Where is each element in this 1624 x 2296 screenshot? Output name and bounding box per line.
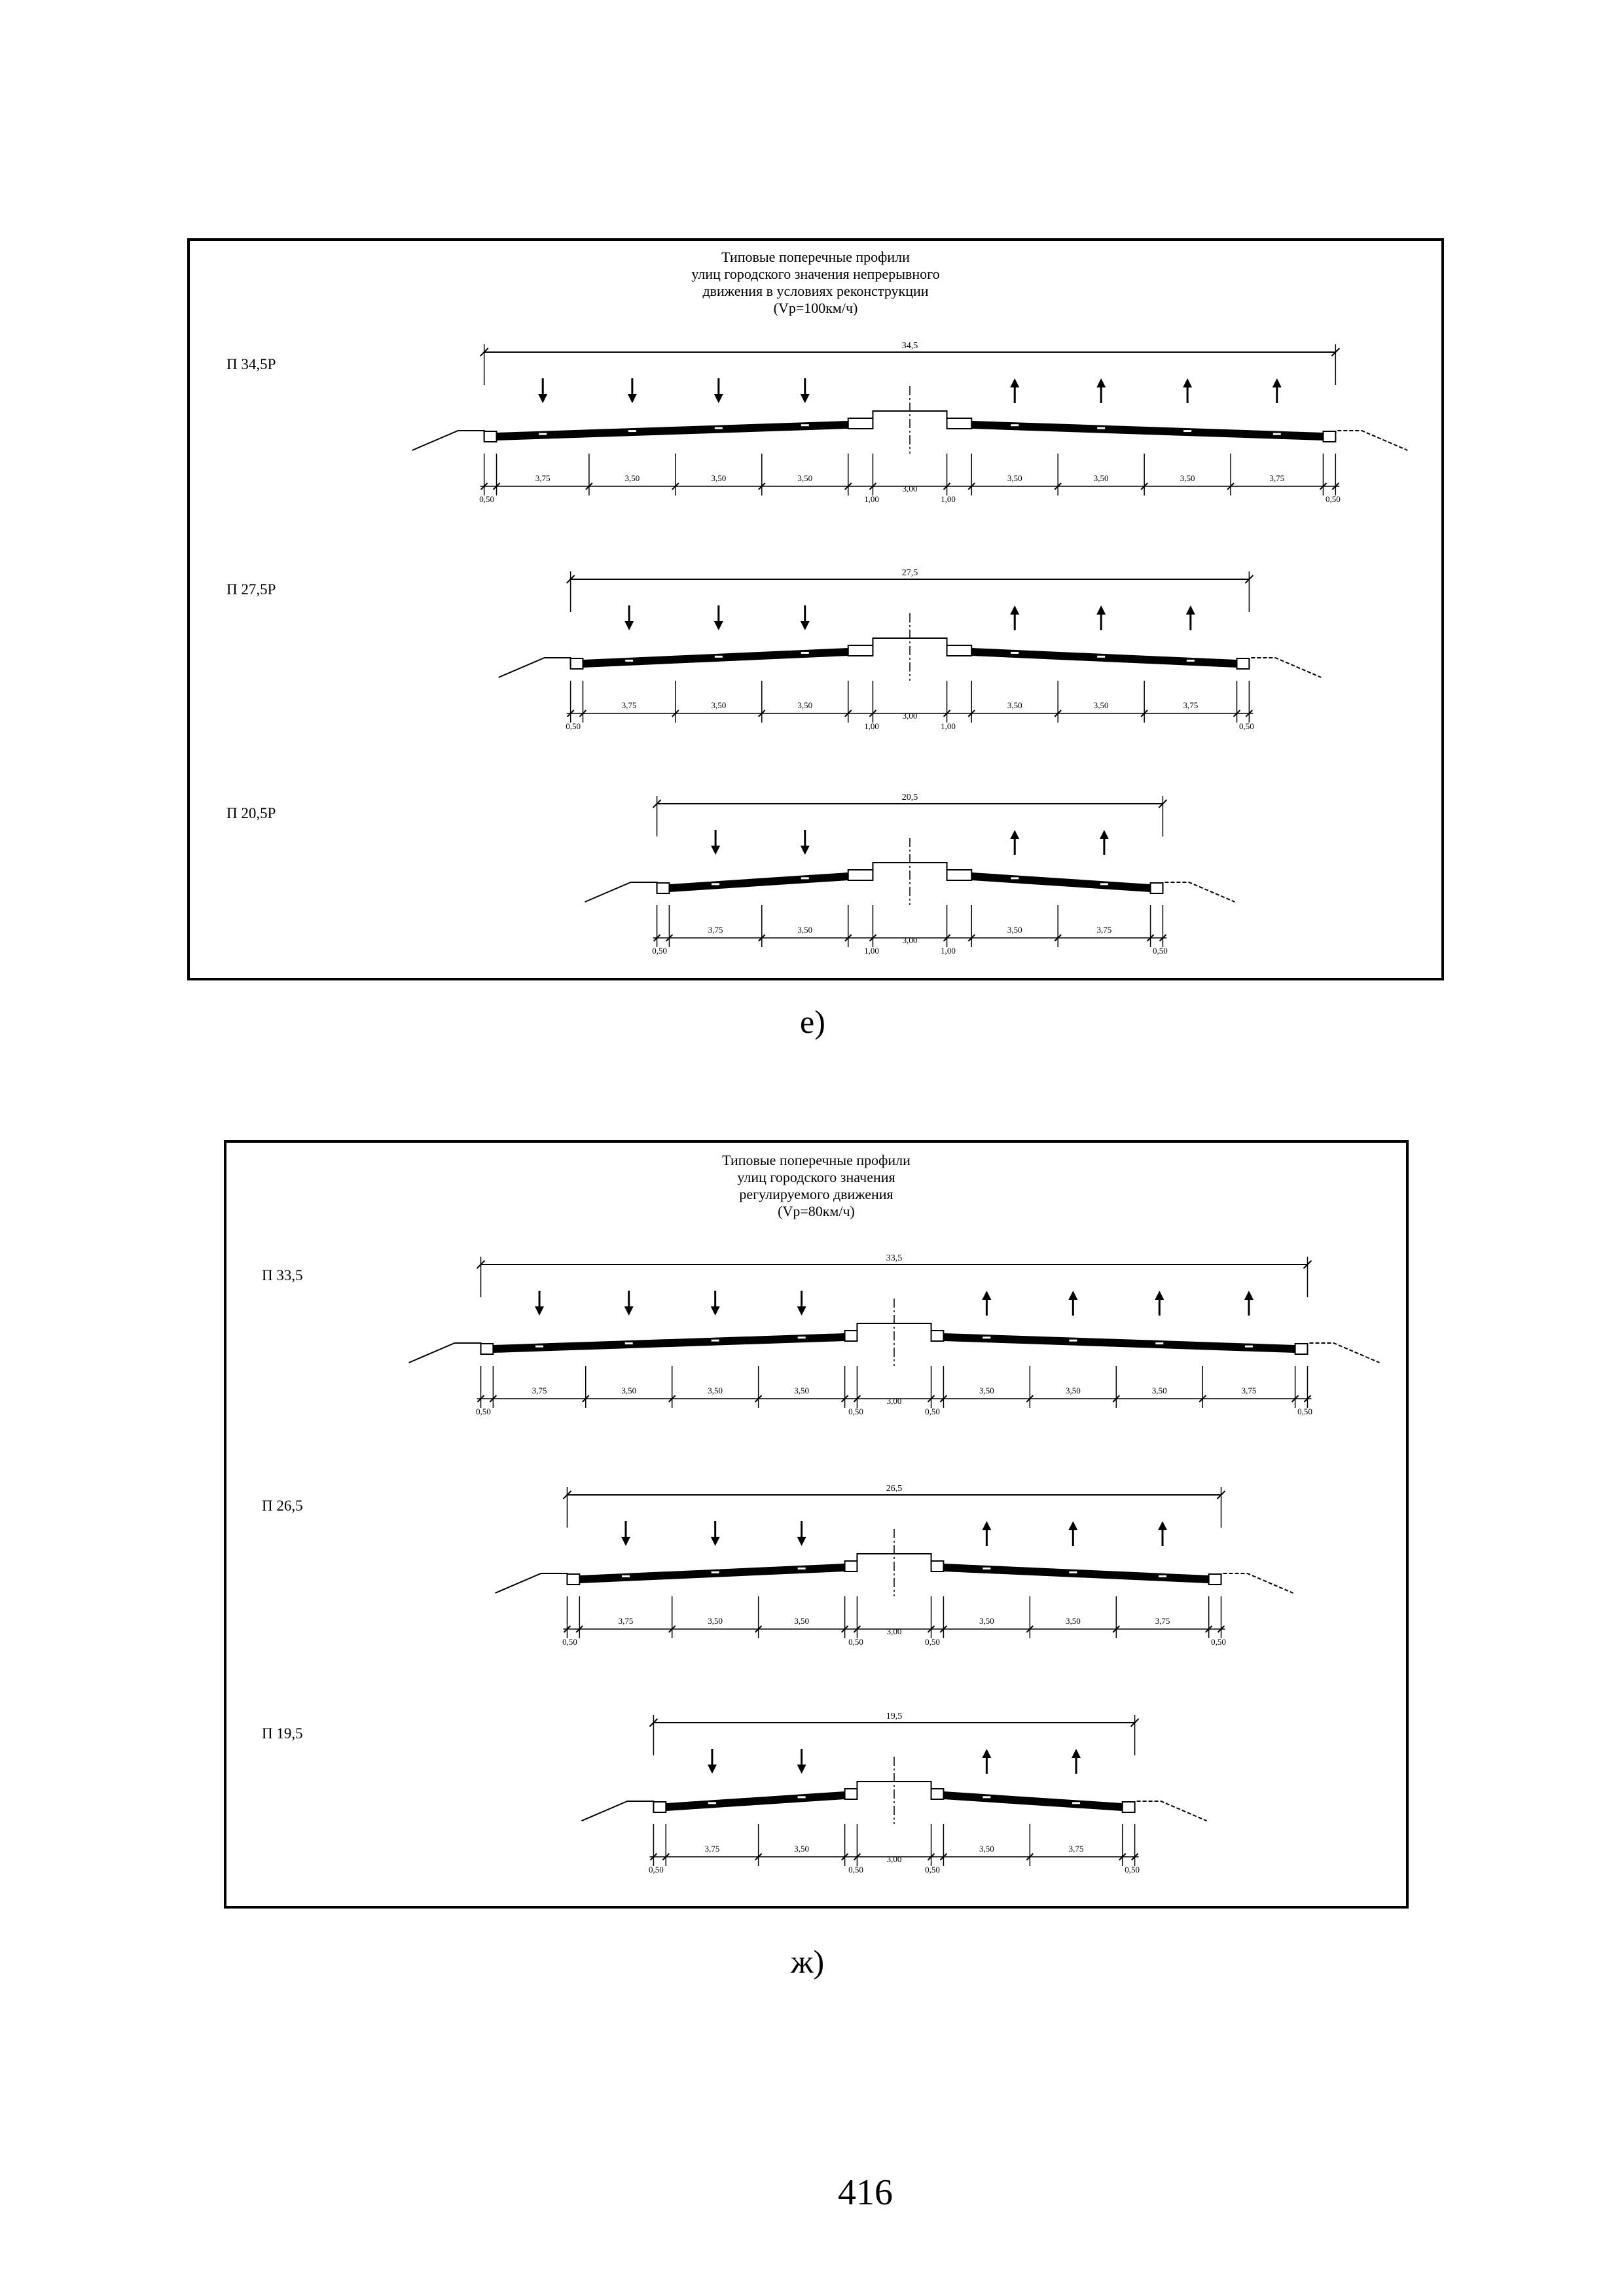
title-line: улиц городского значения непрерывного [691,266,940,282]
element-width-label: 1,00 [864,494,879,504]
lane-marking [983,1796,990,1798]
element-width-label: 3,50 [1065,1616,1081,1626]
element-width-label: 0,50 [1239,721,1254,731]
arrowhead [1186,605,1195,615]
shoulder-block [1209,1574,1221,1585]
element-width-label: 0,50 [925,1865,940,1874]
lane-marking [983,1336,990,1338]
arrowhead [711,1537,720,1546]
element-width-label: 3,50 [1007,473,1022,483]
left-carriageway [669,872,848,892]
element-width-label: 3,75 [1068,1844,1084,1854]
arrowhead [624,621,634,630]
lane-marking [1011,877,1019,879]
figure-zh-frame [224,1140,1409,1909]
cross-section-27-5r [190,566,1441,762]
element-width-label: 0,50 [848,1407,863,1416]
right-carriageway [943,1564,1208,1583]
element-width-label: 0,50 [1153,946,1168,956]
element-width-label: 3,50 [979,1616,994,1626]
arrowhead [982,1749,991,1758]
figure-caption: ж) [791,1943,825,1980]
element-width-label: 1,00 [941,946,956,956]
title-line: (Vp=80км/ч) [778,1203,855,1219]
lane-marking [983,1568,990,1570]
arrowhead [621,1537,630,1546]
lane-marking [539,433,547,435]
figure-zh-title [226,1152,1406,1220]
lane-marking [1183,430,1191,432]
figure-e-frame [187,238,1444,980]
shoulder-block [657,883,670,893]
title-line: Типовые поперечные профили [721,249,910,265]
left-carriageway [583,648,848,668]
arrowhead [1072,1749,1081,1758]
element-width-label: 3,50 [797,925,813,935]
left-carriageway [666,1791,844,1811]
element-width-label: 0,50 [1125,1865,1140,1874]
element-width-label: 3,00 [886,1396,902,1406]
element-width-label: 3,75 [1269,473,1285,483]
arrowhead [535,1306,544,1316]
element-width-label: 3,50 [1180,473,1195,483]
left-slope-line [412,431,484,450]
lane-marking [798,1336,806,1338]
element-width-label: 3,50 [708,1386,723,1395]
lane-marking [1011,652,1019,654]
right-carriageway [971,421,1323,440]
element-width-label: 3,75 [1096,925,1112,935]
profile-label: П 34,5Р [226,356,276,372]
arrowhead [797,1306,806,1316]
lane-marking [1273,433,1281,435]
lane-marking [715,427,723,429]
title-line: Типовые поперечные профили [722,1152,911,1168]
lane-marking [712,1340,719,1342]
safety-strip [848,418,873,429]
left-slope-line [581,1801,653,1821]
safety-strip [848,645,873,656]
lane-marking [712,1571,719,1573]
total-width-label: 20,5 [901,793,918,802]
lane-marking [1245,1346,1253,1348]
element-width-label: 0,50 [1297,1407,1312,1416]
safety-strip [845,1561,857,1571]
lane-marking [801,877,809,879]
safety-strip [845,1789,857,1799]
arrowhead [797,1765,806,1774]
cross-section-33-5 [226,1251,1406,1448]
element-width-label: 3,50 [1151,1386,1167,1395]
element-width-label: 3,75 [618,1616,634,1626]
element-width-label: 3,00 [886,1854,902,1864]
lane-marking [1097,427,1105,429]
profile-label: П 27,5Р [226,581,276,598]
element-width-label: 3,50 [797,700,813,710]
element-width-label: 3,50 [979,1386,994,1395]
element-width-label: 3,50 [1093,473,1109,483]
element-width-label: 3,50 [794,1616,809,1626]
arrowhead [1068,1291,1077,1300]
figure-caption: е) [800,1003,825,1040]
element-width-label: 0,50 [925,1407,940,1416]
arrowhead [1010,605,1019,615]
element-width-label: 3,50 [979,1844,994,1854]
cross-section-20-5r [190,791,1441,987]
element-width-label: 3,00 [902,935,918,945]
arrowhead [711,1306,720,1316]
arrowhead [708,1765,717,1774]
element-width-label: 1,00 [864,946,879,956]
element-width-label: 0,50 [562,1637,577,1647]
lane-marking [1097,656,1105,658]
shoulder-block [653,1802,666,1812]
shoulder-block [1323,431,1335,442]
lane-marking [1155,1342,1163,1344]
right-carriageway [971,872,1150,892]
arrowhead [982,1291,991,1300]
arrowhead [1010,830,1019,839]
lane-marking [801,652,809,654]
element-width-label: 0,50 [479,494,495,504]
element-width-label: 3,50 [711,473,727,483]
element-width-label: 3,50 [711,700,727,710]
lane-marking [622,1575,630,1577]
lane-marking [535,1346,543,1348]
arrowhead [1155,1291,1164,1300]
lane-marking [798,1568,806,1570]
element-width-label: 1,00 [864,721,879,731]
total-width-label: 19,5 [886,1712,903,1721]
figure-e-title [190,249,1441,317]
element-width-label: 3,75 [708,925,723,935]
arrowhead [624,1306,634,1316]
safety-strip [947,870,972,880]
element-width-label: 3,50 [1007,925,1022,935]
arrowhead [1100,830,1109,839]
shoulder-block [481,1344,494,1354]
lane-marking [1100,883,1108,885]
total-width-label: 33,5 [886,1253,903,1263]
right-carriageway [943,1333,1295,1353]
element-width-label: 0,50 [925,1637,940,1647]
arrowhead [628,394,637,403]
element-width-label: 3,75 [621,700,637,710]
safety-strip [848,870,873,880]
shoulder-block [484,431,497,442]
total-width-label: 26,5 [886,1484,903,1494]
profile-label: П 20,5Р [226,805,276,821]
element-width-label: 0,50 [652,946,667,956]
element-width-label: 3,00 [902,484,918,493]
arrowhead [1158,1521,1167,1530]
element-width-label: 3,50 [797,473,813,483]
lane-marking [1069,1571,1077,1573]
cross-section-26-5 [226,1482,1406,1678]
title-line: движения в условиях реконструкции [702,283,929,299]
right-carriageway [943,1791,1122,1811]
element-width-label: 0,50 [1325,494,1341,504]
shoulder-block [1295,1344,1308,1354]
element-width-label: 3,75 [1183,700,1199,710]
lane-marking [715,656,723,658]
lane-marking [708,1802,716,1804]
element-width-label: 3,50 [1065,1386,1081,1395]
element-width-label: 3,75 [532,1386,547,1395]
title-line: регулируемого движения [739,1186,893,1202]
right-slope-line [1221,1573,1293,1593]
left-carriageway [497,421,848,440]
arrowhead [538,394,547,403]
element-width-label: 1,00 [941,494,956,504]
element-width-label: 3,00 [902,711,918,721]
lane-marking [1011,424,1019,426]
element-width-label: 3,50 [1093,700,1109,710]
total-width-label: 27,5 [901,568,918,578]
element-width-label: 3,50 [624,473,640,483]
safety-strip [947,645,972,656]
arrowhead [714,394,723,403]
element-width-label: 3,75 [704,1844,720,1854]
lane-marking [1159,1575,1166,1577]
shoulder-block [1123,1802,1135,1812]
lane-marking [625,660,633,662]
left-slope-line [499,658,571,677]
arrowhead [797,1537,806,1546]
right-slope-line [1135,1801,1207,1821]
lane-marking [628,430,636,432]
profile-label: П 33,5 [262,1267,303,1283]
safety-strip [931,1561,944,1571]
element-width-label: 0,50 [649,1865,664,1874]
right-slope-line [1163,882,1235,902]
arrowhead [1096,605,1106,615]
element-width-label: 3,00 [886,1626,902,1636]
arrowhead [801,621,810,630]
safety-strip [931,1789,944,1799]
element-width-label: 3,75 [1241,1386,1257,1395]
element-width-label: 1,00 [941,721,956,731]
left-carriageway [579,1564,844,1583]
cross-section-19-5 [226,1710,1406,1906]
element-width-label: 3,75 [535,473,550,483]
element-width-label: 3,75 [1155,1616,1170,1626]
left-slope-line [495,1573,567,1593]
arrowhead [1010,378,1019,387]
page-number: 416 [838,2172,893,2213]
arrowhead [1244,1291,1254,1300]
lane-marking [1187,660,1195,662]
profile-label: П 26,5 [262,1498,303,1514]
element-width-label: 3,50 [621,1386,637,1395]
arrowhead [714,621,723,630]
shoulder-block [571,658,583,669]
lane-marking [712,883,719,885]
lane-marking [798,1796,806,1798]
arrowhead [1096,378,1106,387]
right-slope-line [1335,431,1407,450]
element-width-label: 0,50 [476,1407,491,1416]
right-slope-line [1249,658,1321,677]
left-slope-line [585,882,657,902]
lane-marking [1072,1802,1080,1804]
arrowhead [1272,378,1282,387]
arrowhead [1068,1521,1077,1530]
lane-marking [1069,1340,1077,1342]
left-slope-line [409,1343,481,1363]
title-line: улиц городского значения [737,1169,895,1185]
shoulder-block [1237,658,1250,669]
safety-strip [931,1331,944,1341]
left-carriageway [493,1333,844,1353]
element-width-label: 0,50 [848,1865,863,1874]
shoulder-block [567,1574,579,1585]
element-width-label: 3,50 [794,1386,809,1395]
arrowhead [982,1521,991,1530]
element-width-label: 3,50 [708,1616,723,1626]
element-width-label: 3,50 [1007,700,1022,710]
cross-section-34-5r [190,339,1441,535]
element-width-label: 0,50 [848,1637,863,1647]
lane-marking [801,424,809,426]
safety-strip [845,1331,857,1341]
arrowhead [801,394,810,403]
title-line: (Vp=100км/ч) [773,300,858,316]
arrowhead [1183,378,1192,387]
element-width-label: 0,50 [1211,1637,1226,1647]
element-width-label: 0,50 [566,721,581,731]
element-width-label: 3,50 [794,1844,809,1854]
arrowhead [801,846,810,855]
arrowhead [711,846,720,855]
shoulder-block [1151,883,1163,893]
safety-strip [947,418,972,429]
right-carriageway [971,648,1236,668]
right-slope-line [1307,1343,1379,1363]
profile-label: П 19,5 [262,1725,303,1742]
total-width-label: 34,5 [901,341,918,351]
lane-marking [625,1342,633,1344]
